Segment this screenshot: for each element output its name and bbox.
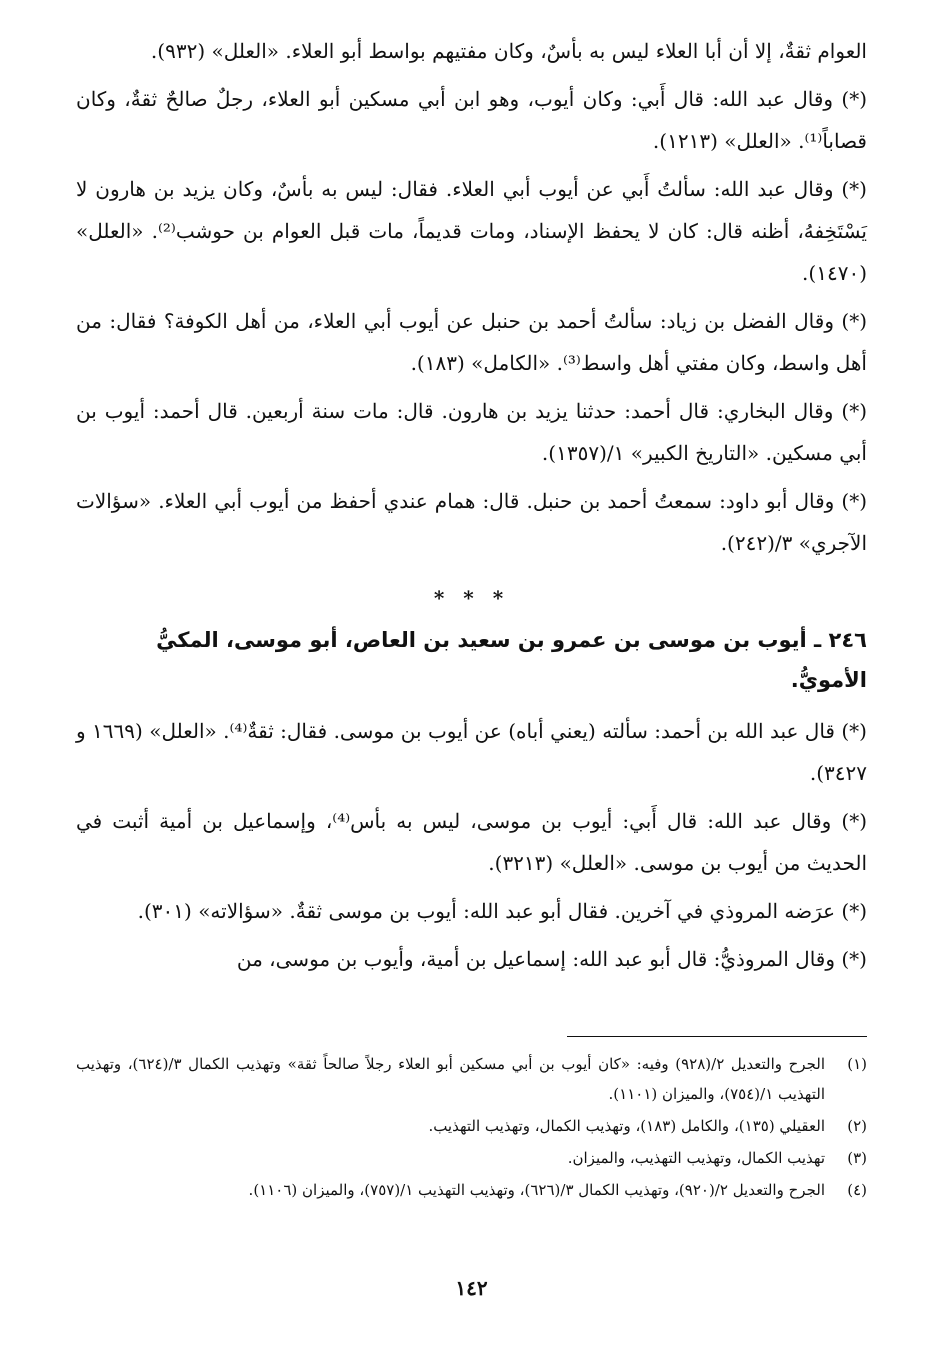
footnote: [76, 1175, 867, 1205]
paragraph: (*) قال عبد الله بن أحمد: سألته (يعني أباه) عن أيوب بن موسى. فقال: ثقةٌ⁽⁴⁾. «العلل» (١٦٦٩ و ٣٤٢٧).: [76, 719, 867, 785]
footnote-divider: [567, 1036, 867, 1037]
paragraph: (*) وقال الفضل بن زياد: سألتُ أحمد بن حنبل عن أيوب أبي العلاء، من أهل الكوفة؟ فقال: من أهل واسط، وكان مفتي أهل واسط⁽³⁾. «الكامل» (١٨٣).: [76, 309, 867, 375]
footnote: [76, 1111, 867, 1141]
footnote-number: (٣): [847, 1149, 867, 1167]
footnote-text: تهذيب الكمال، وتهذيب التهذيب، والميزان.: [567, 1149, 825, 1167]
paragraph: (*) وقال المروذيُّ: قال أبو عبد الله: إسماعيل بن أمية، وأيوب بن موسى، من: [236, 947, 867, 971]
page-number: ١٤٢: [455, 1276, 488, 1300]
entry-title: ٢٤٦ ـ أيوب بن موسى بن عمرو بن سعيد بن العاص، أبو موسى، المكيُّ الأمويُّ.: [156, 628, 867, 692]
footnotes: [76, 1036, 867, 1207]
paragraph: (*) وقال البخاري: قال أحمد: حدثنا يزيد بن هارون. قال: مات سنة أربعين. قال أحمد: أيوب بن أبي مسكين. «التاريخ الكبير» ١/(١٣٥٧).: [76, 399, 867, 465]
footnote-number: (١): [847, 1055, 867, 1073]
footnote: [76, 1143, 867, 1173]
footnote-text: العقيلي (١٣٥)، والكامل (١٨٣)، وتهذيب الكمال، وتهذيب التهذيب.: [428, 1117, 825, 1135]
section-separator: * * *: [433, 586, 510, 610]
paragraph: (*) عرَضه المروذي في آخرين. فقال أبو عبد الله: أيوب بن موسى ثقةٌ. «سؤالاته» (٣٠١).: [137, 899, 867, 923]
paragraph: (*) وقال أبو داود: سمعتُ أحمد بن حنبل. قال: همام عندي أحفظ من أيوب أبي العلاء. «سؤالات الآجري» ٣/(٢٤٢).: [76, 489, 867, 555]
page-body: [76, 30, 867, 986]
footnote: [76, 1049, 867, 1109]
footnote-number: (٢): [847, 1117, 867, 1135]
paragraph: (*) وقال عبد الله: قال أَبي: أيوب بن موسى، ليس به بأس⁽⁴⁾، وإسماعيل بن أمية أثبت في الحديث من أيوب بن موسى. «العلل» (٣٢١٣).: [76, 809, 867, 875]
footnote-text: الجرح والتعديل ٢/(٩٢٠)، وتهذيب الكمال ٣/(٦٢٦)، وتهذيب التهذيب ١/(٧٥٧)، والميزان (١١٠٦).: [248, 1181, 825, 1199]
footnote-text: الجرح والتعديل ٢/(٩٢٨) وفيه: «كان أيوب بن أبي مسكين أبو العلاء رجلاً صالحاً ثقة» وتهذيب الكمال ٣/(٦٢٤)، وتهذيب التهذيب ١/(٧٥٤)، والميزان (١١٠١).: [76, 1055, 825, 1103]
paragraph: العوام ثقةٌ، إلا أن أبا العلاء ليس به بأسٌ، وكان مفتيهم بواسط أبو العلاء. «العلل» (٩٣٢).: [150, 39, 867, 63]
paragraph: (*) وقال عبد الله: قال أَبي: وكان أيوب، وهو ابن أبي مسكين أبو العلاء، رجلٌ صالحٌ ثقةٌ، وكان قصاباً⁽¹⁾. «العلل» (١٢١٣).: [76, 87, 867, 153]
footnote-number: (٤): [847, 1181, 867, 1199]
paragraph: (*) وقال عبد الله: سألتُ أَبي عن أيوب أبي العلاء. فقال: ليس به بأسٌ، وكان يزيد بن هارون لا يَسْتَخِفهُ، أظنه قال: كان لا يحفظ الإسناد، ومات قديماً، مات قبل العوام بن حوشب⁽²⁾. «العلل» (١٤٧٠).: [76, 177, 867, 285]
